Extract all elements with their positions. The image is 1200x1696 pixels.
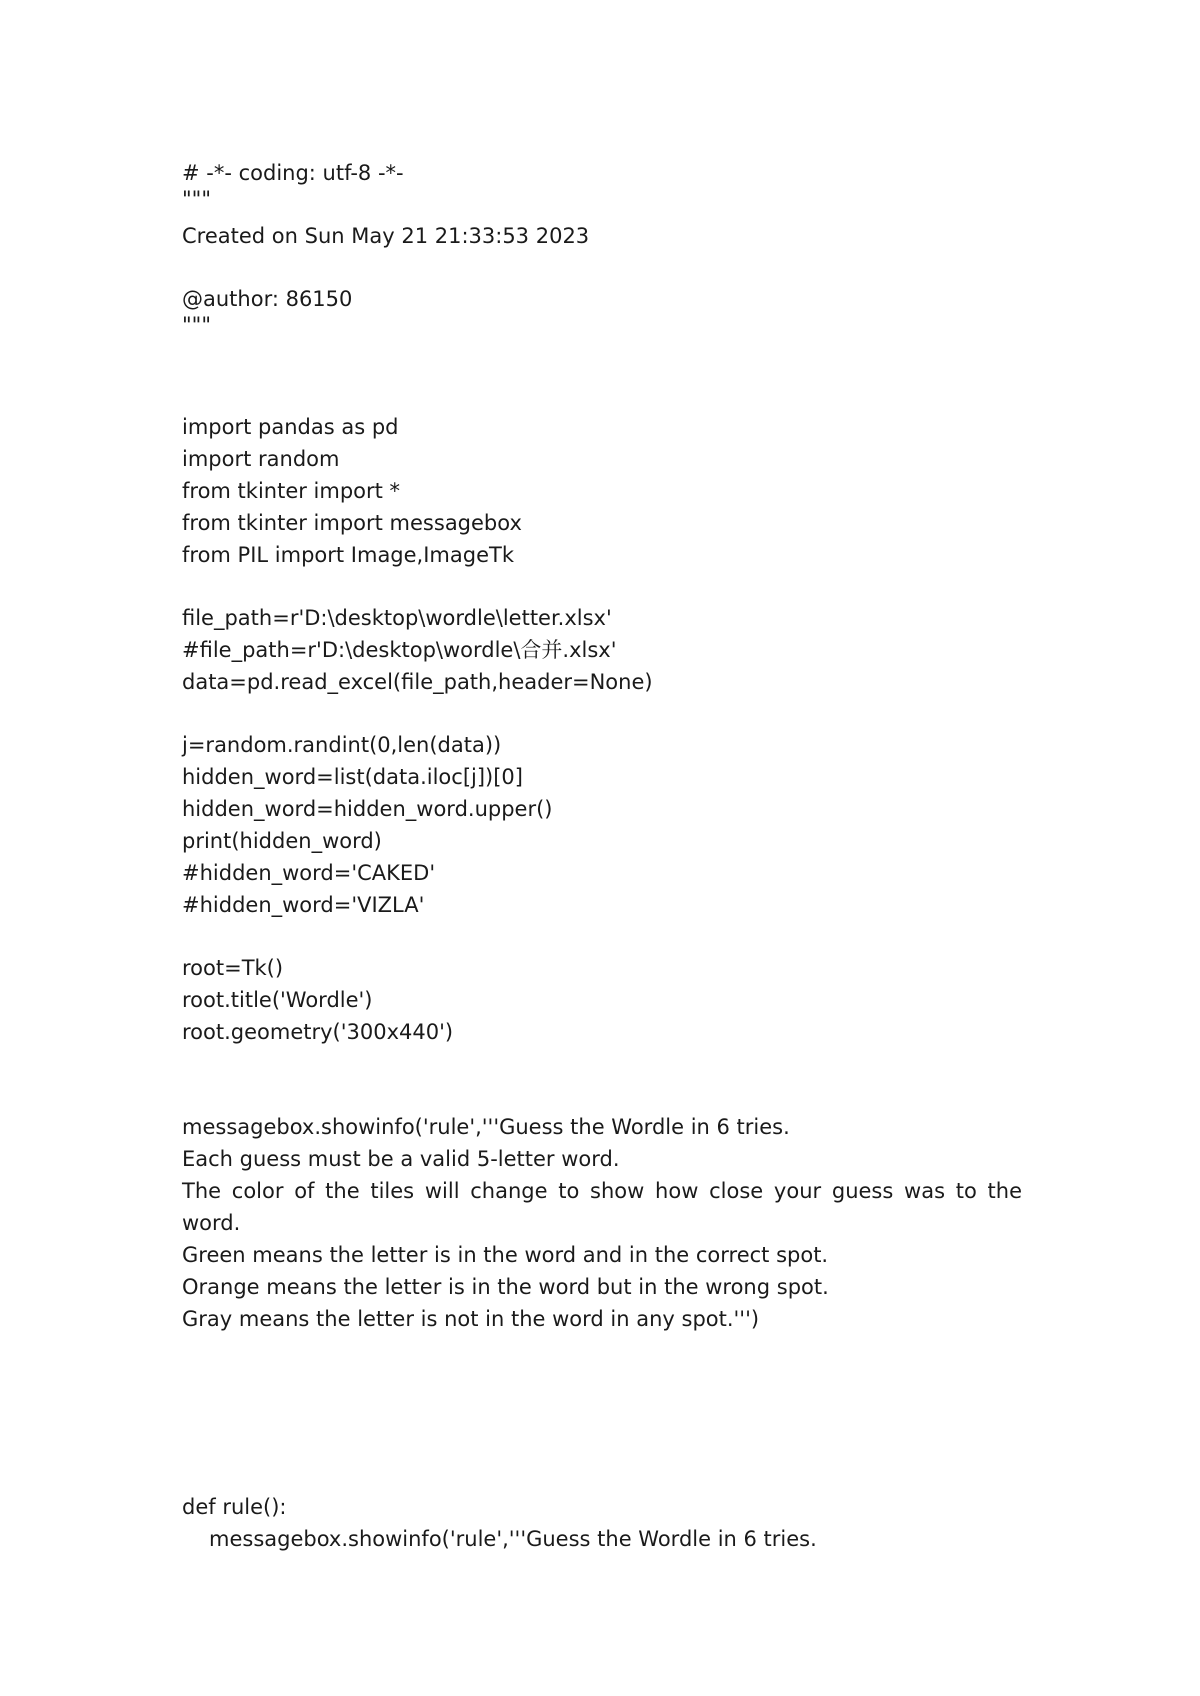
- code-line-root-title: root.title('Wordle'): [182, 988, 373, 1012]
- code-line-import-pandas: import pandas as pd: [182, 415, 399, 439]
- code-line-read-excel: data=pd.read_excel(file_path,header=None): [182, 670, 653, 694]
- code-line-randint: j=random.randint(0,len(data)): [182, 733, 502, 757]
- code-line-rule-color: The color of the tiles will change to show how close your guess was to the word.: [182, 1179, 1022, 1235]
- code-line-import-pil: from PIL import Image,ImageTk: [182, 543, 514, 567]
- code-line-file-path: file_path=r'D:\desktop\wordle\letter.xlsx': [182, 606, 612, 630]
- code-line-docstring-open: """: [182, 187, 211, 211]
- code-line-comment-caked: #hidden_word='CAKED': [182, 861, 436, 885]
- code-line-print: print(hidden_word): [182, 829, 382, 853]
- code-line-file-path-comment: #file_path=r'D:\desktop\wordle\合并.xlsx': [182, 638, 617, 662]
- code-line-def-rule: def rule():: [182, 1495, 287, 1519]
- code-line-rule-valid-word: Each guess must be a valid 5-letter word.: [182, 1147, 620, 1171]
- code-line-rule-gray: Gray means the letter is not in the word in any spot.'''): [182, 1307, 760, 1331]
- code-line-author: @author: 86150: [182, 287, 353, 311]
- code-line-docstring-close: """: [182, 313, 211, 337]
- code-line-import-random: import random: [182, 447, 340, 471]
- code-line-rule-green: Green means the letter is in the word and in the correct spot.: [182, 1243, 829, 1267]
- code-line-rule-showinfo: messagebox.showinfo('rule','''Guess the Wordle in 6 tries.: [209, 1527, 817, 1551]
- code-line-hidden-word-list: hidden_word=list(data.iloc[j])[0]: [182, 765, 523, 789]
- code-line-showinfo: messagebox.showinfo('rule','''Guess the Wordle in 6 tries.: [182, 1115, 790, 1139]
- code-line-hidden-word-upper: hidden_word=hidden_word.upper(): [182, 797, 553, 821]
- code-line-comment-vizla: #hidden_word='VIZLA': [182, 893, 425, 917]
- code-line-coding: # -*- coding: utf-8 -*-: [182, 161, 404, 185]
- code-line-rule-orange: Orange means the letter is in the word but in the wrong spot.: [182, 1275, 829, 1299]
- code-line-import-messagebox: from tkinter import messagebox: [182, 511, 522, 535]
- code-line-root-geometry: root.geometry('300x440'): [182, 1020, 454, 1044]
- code-line-root-tk: root=Tk(): [182, 956, 284, 980]
- code-line-import-tkinter: from tkinter import *: [182, 479, 401, 503]
- code-line-created: Created on Sun May 21 21:33:53 2023: [182, 224, 590, 248]
